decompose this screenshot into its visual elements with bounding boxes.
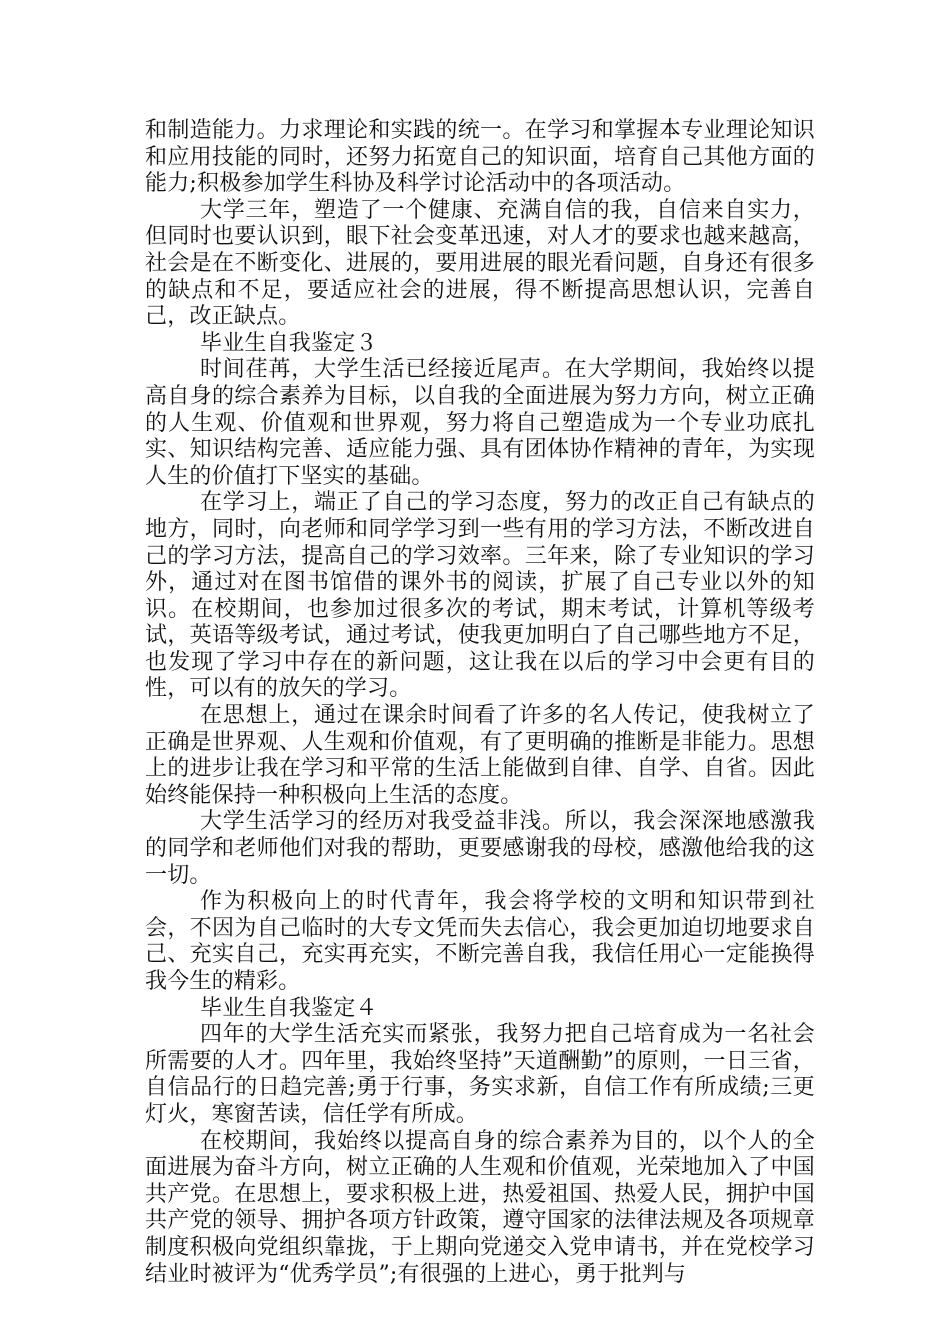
document-body xyxy=(145,118,815,1288)
paragraph: 大学三年，塑造了一个健康、充满自信的我，自信来自实力，但同时也要认识到，眼下社会变革迅速，对人才的要求也越来越高，社会是在不断变化、进展的，要用进展的眼光看问题，自身还有很多的缺点和不足，要适应社会的进展，得不断提高思想认识，完善自己，改正缺点。 xyxy=(145,197,815,330)
paragraph: 在校期间，我始终以提高自身的综合素养为目的，以个人的全面进展为奋斗方向，树立正确的人生观和价值观，光荣地加入了中国共产党。在思想上，要求积极上进，热爱祖国、热爱人民，拥护中国共产党的领导、拥护各项方针政策，遵守国家的法律法规及各项规章制度积极向党组织靠拢，于上期向党递交入党申请书，并在党校学习结业时被评为“优秀学员”;有很强的上进心，勇于批判与 xyxy=(145,1128,815,1287)
section-heading: 毕业生自我鉴定４ xyxy=(200,995,378,1021)
paragraph: 四年的大学生活充实而紧张，我努力把自己培育成为一名社会所需要的人才。四年里，我始终坚持”天道酬勤”的原则，一日三省，自信品行的日趋完善;勇于行事，务实求新，自信工作有所成绩;三更灯火，寒窗苦读，信任学有所成。 xyxy=(145,1022,815,1127)
paragraph: 时间荏苒，大学生活已经接近尾声。在大学期间，我始终以提高自身的综合素养为目标，以自我的全面进展为努力方向，树立正确的人生观、价值观和世界观，努力将自己塑造成为一个专业功底扎实、知识结构完善、适应能力强、具有团体协作精神的青年，为实现人生的价值打下坚实的基础。 xyxy=(145,357,815,489)
section-heading: 毕业生自我鉴定３ xyxy=(200,330,378,356)
paragraph: 作为积极向上的时代青年，我会将学校的文明和知识带到社会，不因为自己临时的大专文凭而失去信心，我会更加迫切地要求自己、充实自己，充实再充实，不断完善自我，我信任用心一定能换得我今生的精彩。 xyxy=(145,889,815,994)
paragraph: 在思想上，通过在课余时间看了许多的名人传记，使我树立了正确是世界观、人生观和价值观，有了更明确的推断是非能力。思想上的进步让我在学习和平常的生活上能做到自律、自学、自省。因此始终能保持一种积极向上生活的态度。 xyxy=(145,703,815,808)
paragraph: 在学习上，端正了自己的学习态度，努力的改正自己有缺点的地方，同时，向老师和同学学习到一些有用的学习方法，不断改进自己的学习方法，提高自己的学习效率。三年来，除了专业知识的学习外，通过对在图书馆借的课外书的阅读，扩展了自己专业以外的知识。在校期间，也参加过很多次的考试，期末考试，计算机等级考试，英语等级考试，通过考试，使我更加明白了自己哪些地方不足，也发现了学习中存在的新问题，这让我在以后的学习中会更有目的性，可以有的放矢的学习。 xyxy=(145,490,815,702)
paragraph: 和制造能力。力求理论和实践的统一。在学习和掌握本专业理论知识和应用技能的同时，还努力拓宽自己的知识面，培育自己其他方面的能力;积极参加学生科协及科学讨论活动中的各项活动。 xyxy=(145,118,815,197)
paragraph: 大学生活学习的经历对我受益非浅。所以，我会深深地感激我的同学和老师他们对我的帮助，更要感谢我的母校，感激他给我的这一切。 xyxy=(145,809,815,888)
